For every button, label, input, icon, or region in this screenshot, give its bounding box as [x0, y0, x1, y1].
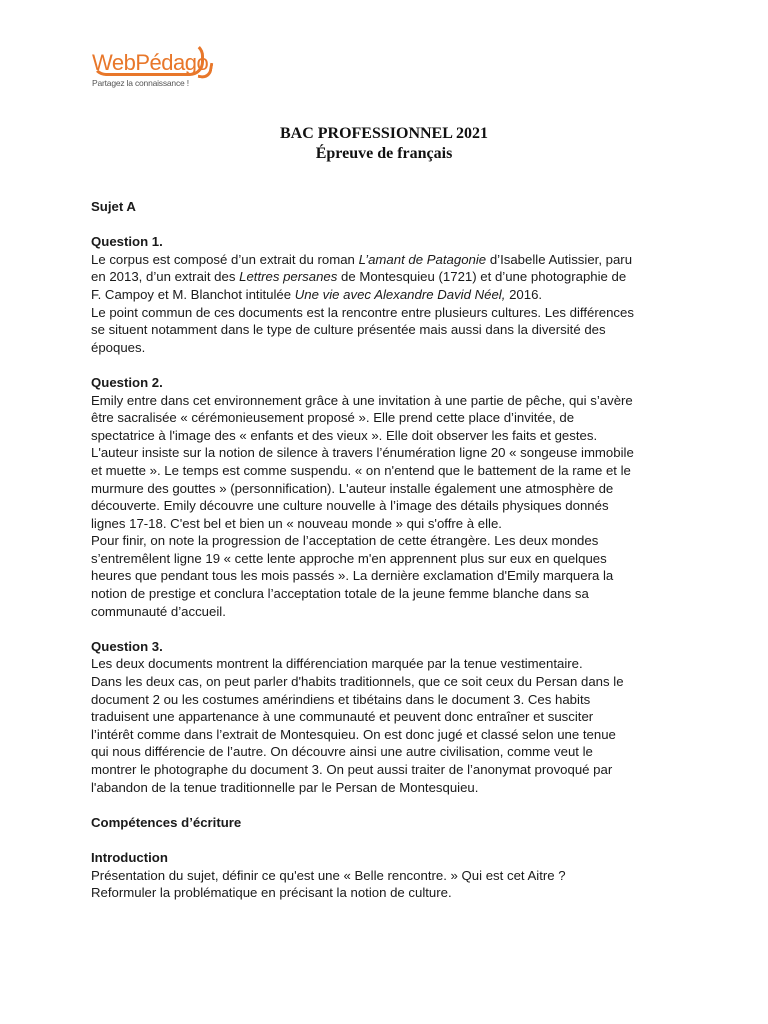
paragraph-line: communauté d’accueil.: [91, 603, 226, 619]
question-2-text: [91, 392, 691, 621]
paragraph-line: Les deux documents montrent la différenciation marquée par la tenue vestimentaire.: [91, 656, 583, 672]
paragraph-line: l'abandon de la tenue traditionnelle par le Persan de Montesquieu.: [91, 779, 479, 795]
title-subject: Épreuve de français: [315, 145, 453, 162]
paragraph-line: lignes 17-18. C'est bel et bien un « nouveau monde » qui s'offre à elle.: [91, 515, 502, 531]
question-1-heading: Question 1.: [91, 234, 163, 250]
paragraph-line: découverte. Emily découvre une culture nouvelle à l’image des détails physiques donnés: [91, 498, 609, 514]
paragraph-line: Le corpus est composé d’un extrait du roman L’amant de Patagonie d’Isabelle Autissier, paru: [91, 251, 633, 267]
paragraph-line: époques.: [91, 339, 146, 355]
subject-label: Sujet A: [91, 199, 136, 214]
paragraph-line: Dans les deux cas, on peut parler d'habits traditionnels, que ce soit ceux du Persan dans le: [91, 674, 624, 690]
logo-brand: WebPédago: [92, 50, 209, 75]
paragraph-line: montrer le photographe du document 3. On peut aussi traiter de l’anonymat provoqué par: [91, 762, 613, 777]
paragraph-line: murmure des gouttes » (personnification). L'auteur installe également une atmosphère de: [91, 480, 614, 496]
question-1-text: [91, 251, 691, 357]
paragraph-line: Pour finir, on note la progression de l’acceptation de cette étrangère. Les deux mondes: [91, 533, 599, 549]
question-3-heading: Question 3.: [91, 638, 163, 654]
document-title: [0, 124, 768, 164]
paragraph-line: Emily entre dans cet environnement grâce à une invitation à une partie de pêche, qui s’avère: [91, 392, 633, 408]
introduction-text: [91, 867, 691, 902]
paragraph-line: spectatrice à l'image des « enfants et des vieux ». Elle doit observer les faits et gestes.: [91, 427, 598, 443]
paragraph-line: F. Campoy et M. Blanchot intitulée Une vie avec Alexandre David Néel, 2016.: [91, 286, 543, 302]
question-2-heading: Question 2.: [91, 374, 163, 390]
paragraph-line: se situent notamment dans le type de culture présentée mais aussi dans la diversité des: [91, 322, 606, 338]
paragraph-line: document 2 ou les costumes amérindiens et tibétains dans le document 3. Ces habits: [91, 691, 591, 707]
paragraph-line: L'auteur insiste sur la notion de silence à travers l’énumération ligne 20 « songeuse immobile: [91, 445, 634, 461]
webpedago-logo: [92, 42, 222, 92]
document-body: [91, 198, 691, 902]
paragraph-line: traduisent une appartenance à une communauté et peuvent donc entraîner et susciter: [91, 709, 594, 725]
paragraph-line: être sacralisée « cérémonieusement proposé ». Elle prend cette place d’invitée, de: [91, 410, 575, 426]
question-3-text: [91, 655, 691, 796]
paragraph-line: heures que pendant tous les mois passés ». La dernière exclamation d'Emily marquera la: [91, 568, 614, 584]
paragraph-line: qui nous différencie de l’autre. On découvre ainsi une autre civilisation, comme veut le: [91, 744, 593, 760]
logo-tagline: Partagez la connaissance !: [92, 78, 189, 88]
introduction-heading: Introduction: [91, 849, 168, 865]
paragraph-line: Reformuler la problématique en précisant la notion de culture.: [91, 885, 452, 901]
paragraph-line: Présentation du sujet, définir ce qu'est une « Belle rencontre. » Qui est cet Aitre ?: [91, 867, 566, 883]
paragraph-line: en 2013, d’un extrait des Lettres persanes de Montesquieu (1721) et d’une photographie de: [91, 269, 627, 285]
paragraph-line: Le point commun de ces documents est la rencontre entre plusieurs cultures. Les différences: [91, 304, 634, 320]
paragraph-line: et muette ». Le temps est comme suspendu. « on n'entend que le battement de la rame et le: [91, 462, 631, 478]
paragraph-line: l’intérêt comme dans l’extrait de Montesquieu. On est donc jugé et classé selon une tenue: [91, 726, 616, 742]
writing-skills-heading: Compétences d’écriture: [91, 814, 242, 830]
paragraph-line: s’entremêlent ligne 19 « cette lente approche m'en apprennent plus sur eux en quelques: [91, 550, 607, 566]
title-exam: BAC PROFESSIONNEL 2021: [279, 125, 489, 142]
paragraph-line: notion de prestige et conclura l’acceptation totale de la jeune femme blanche dans sa: [91, 586, 589, 602]
